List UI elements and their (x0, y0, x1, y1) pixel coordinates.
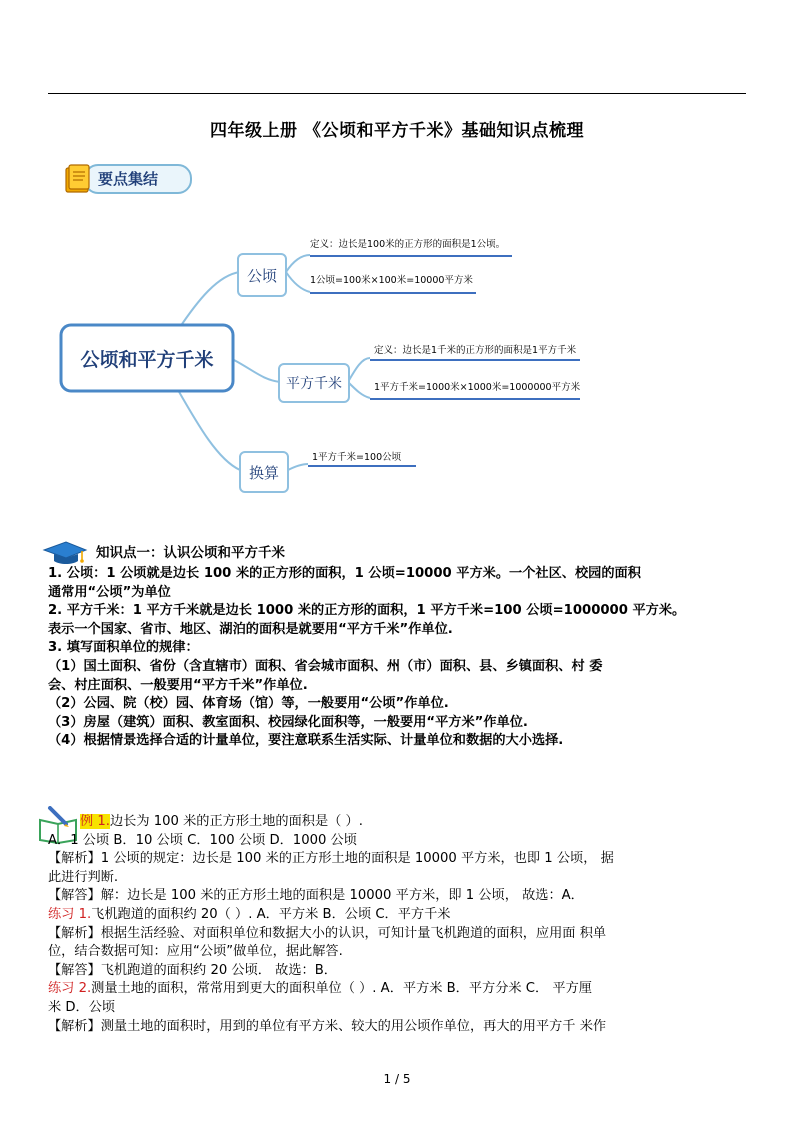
page-title: 四年级上册 《公顷和平方千米》基础知识点梳理 (210, 121, 584, 141)
center-node-label: 公顷和平方千米 (80, 349, 214, 371)
branch-label-sqkm: 平方千米 (286, 376, 342, 392)
practice2-question-cont: 米 D．公顷 (48, 999, 116, 1015)
knowledge-line: （3）房屋（建筑）面积、教室面积、校园绿化面积等，一般要用“平方米”作单位. (48, 714, 528, 730)
example-analysis-line: 此进行判断. (48, 869, 119, 885)
connector-sqkm-out (348, 358, 370, 382)
example-block (48, 813, 750, 1036)
knowledge-line: 2. 平方千米：1 平方千米就是边长 1000 米的正方形的面积，1 平方千米=100 公顷=1000000 平方米。 (48, 603, 686, 619)
connector-hectare (178, 272, 240, 330)
practice1-question-line (48, 906, 750, 925)
knowledge-heading: 知识点一：认识公顷和平方千米 (96, 545, 285, 561)
practice2-analysis: 【解析】测量土地的面积时，用到的单位有平方米、较大的用公顷作单位，再大的用平方千 米作 (48, 1018, 607, 1034)
example-options: A．1 公顷 B．10 公顷 C．100 公顷 D．1000 公顷 (48, 832, 357, 848)
practice1-tag: 练习 1. (48, 906, 92, 922)
knowledge-line: （4）根据情景选择合适的计量单位，要注意联系生活实际、计量单位和数据的大小选择. (48, 733, 564, 749)
knowledge-line: 表示一个国家、省市、地区、湖泊的面积是就要用“平方千米”作单位. (48, 621, 453, 637)
practice2-question: 测量土地的面积，常常用到更大的面积单位（ ）. A．平方米 B．平方分米 C． 平方厘 (91, 981, 592, 997)
practice1-analysis-line: 位，结合数据可知：应用“公顷”做单位，据此解答. (48, 944, 343, 960)
practice2-question-line (48, 980, 750, 999)
mind-map (58, 220, 598, 500)
example-tag: 例 1. (80, 814, 110, 829)
example-question: 边长为 100 米的正方形土地的面积是（ ）. (109, 814, 363, 829)
knowledge-line: （2）公园、院（校）园、体育场（馆）等，一般要用“公顷”作单位. (48, 696, 449, 712)
knowledge-line: 通常用“公顷”为单位 (48, 584, 171, 600)
knowledge-line: （1）国土面积、省份（含直辖市）面积、省会城市面积、州（市）面积、县、乡镇面积、村 委 (48, 658, 603, 674)
practice1-question: 飞机跑道的面积约 20（ ）. A．平方米 B．公顷 C．平方千米 (91, 906, 451, 922)
connector-sqkm (234, 360, 280, 382)
leaf-sqkm-calc: 1平方千米=1000米×1000米=1000000平方米 (374, 382, 581, 393)
banner-label: 要点集结 (98, 170, 159, 188)
practice1-answer: 【解答】飞机跑道的面积约 20 公顷． 故选：B． (48, 962, 337, 978)
leaf-convert: 1平方千米=100公顷 (312, 452, 402, 463)
leaf-hectare-def: 定义：边长是100米的正方形的面积是1公顷。 (310, 239, 506, 250)
example-analysis-line: 【解析】1 公顷的规定：边长是 100 米的正方形土地的面积是 10000 平方米，也即 1 公顷， 据 (48, 851, 614, 867)
example-question-line (48, 813, 750, 832)
leaf-hectare-calc: 1公顷=100米×100米=10000平方米 (310, 275, 473, 286)
section-banner (58, 160, 192, 194)
connector-convert (178, 390, 240, 470)
page-number: 1 / 5 (383, 1072, 411, 1086)
branch-label-hectare: 公顷 (246, 267, 278, 285)
knowledge-line: 会、村庄面积、一般要用“平方千米”作单位. (48, 677, 308, 693)
graduation-cap-icon (42, 540, 88, 566)
knowledge-line: 1. 公顷：1 公顷就是边长 100 米的正方形的面积，1 公顷=10000 平方米。一个社区、校园的面积 (48, 566, 641, 581)
practice2-tag: 练习 2. (48, 981, 92, 997)
book-icon (60, 160, 94, 194)
practice1-analysis-line: 【解析】根据生活经验、对面积单位和数据大小的认识，可知计量飞机跑道的面积，应用面 积单 (48, 925, 607, 941)
connector-hectare-out2 (286, 272, 310, 292)
branch-label-convert: 换算 (248, 464, 280, 482)
example-answer: 【解答】解：边长是 100 米的正方形土地的面积是 10000 平方米，即 1 公顷， 故选：A． (48, 888, 584, 904)
leaf-sqkm-def: 定义：边长是1千米的正方形的面积是1平方千米 (374, 345, 577, 356)
connector-sqkm-out2 (348, 382, 370, 398)
connector-convert-out (288, 464, 308, 470)
knowledge-line: 3. 填写面积单位的规律： (48, 640, 199, 656)
connector-hectare-out (286, 255, 310, 272)
knowledge-body (48, 565, 750, 751)
top-rule (48, 93, 746, 94)
